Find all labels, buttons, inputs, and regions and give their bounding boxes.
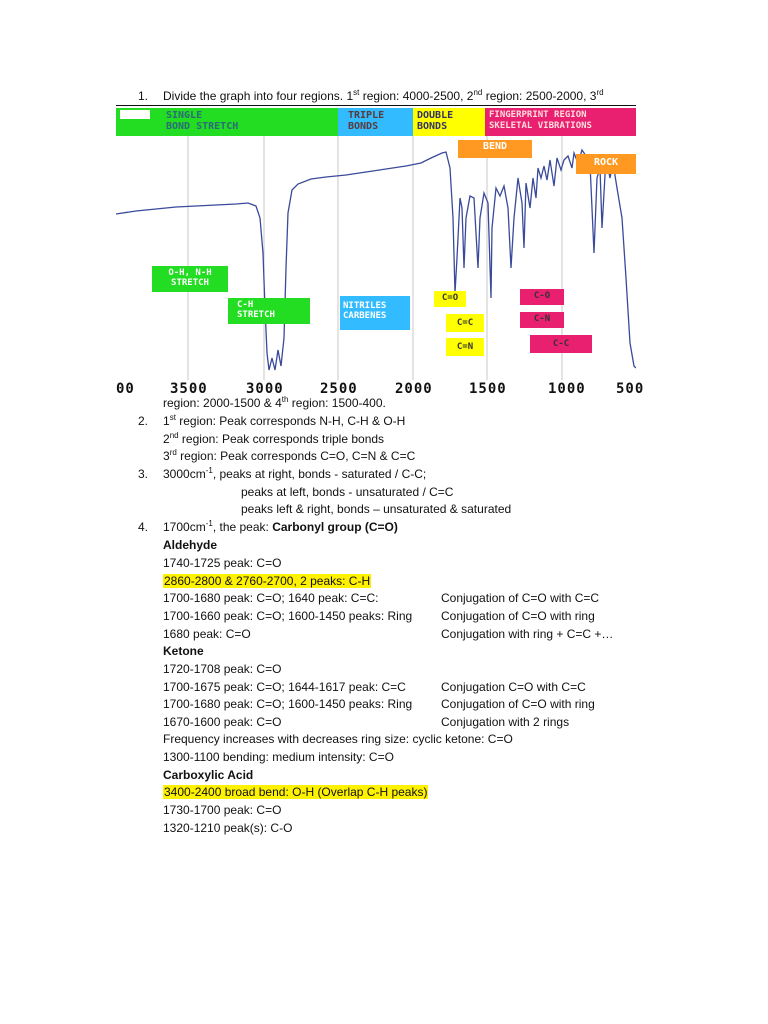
label-oh-nh-line1: O-H, N-H xyxy=(168,268,212,278)
ketone-line4: 1670-1600 peak: C=O xyxy=(163,715,282,729)
heading-ketone: Ketone xyxy=(163,644,204,658)
ketone-line3-note: Conjugation of C=O with ring xyxy=(441,697,595,711)
x-tick-4000: 00 xyxy=(116,381,135,397)
label-c-n: C-N xyxy=(520,312,564,328)
item2-line3 xyxy=(163,448,415,464)
item4-l1-pre: 1700cm xyxy=(163,520,206,534)
item3-line3: peaks left & right, bonds – unsaturated & saturated xyxy=(241,502,512,516)
list-number-2: 2. xyxy=(138,414,149,428)
item2-line2 xyxy=(163,431,384,447)
x-tick-1000: 1000 xyxy=(548,381,586,397)
item1-line1 xyxy=(163,88,604,104)
label-ch-line1: C-H xyxy=(237,300,254,310)
x-tick-3500: 3500 xyxy=(170,381,208,397)
label-c-c: C-C xyxy=(530,335,592,353)
band-corner-marker xyxy=(120,110,150,119)
item2-l3-pre: 3 xyxy=(163,449,170,463)
aldehyde-line2 xyxy=(163,573,371,589)
item1-sup3: rd xyxy=(596,88,604,97)
band-double-bonds xyxy=(413,108,485,136)
item1-line1-a: Divide the graph into four regions. 1 xyxy=(163,89,354,103)
x-tick-2500: 2500 xyxy=(320,381,358,397)
label-nitriles-line1: NITRILES xyxy=(343,301,387,311)
ketone-line4-note: Conjugation with 2 rings xyxy=(441,715,570,729)
label-c-double-c: C=C xyxy=(446,314,484,332)
label-ch-stretch xyxy=(228,298,310,324)
item2-l1-pre: 1 xyxy=(163,414,170,428)
aldehyde-line2-highlight: 2860-2800 & 2760-2700, 2 peaks: C-H xyxy=(164,574,371,588)
aldehyde-line3-note: Conjugation of C=O with C=C xyxy=(441,591,600,605)
item3-l1-pre: 3000cm xyxy=(163,467,206,481)
item4-l1-mid: , the peak: xyxy=(212,520,273,534)
band-double-line1: DOUBLE xyxy=(417,110,454,121)
item3-l1-text: , peaks at right, bonds - saturated / C-C; xyxy=(212,467,427,481)
item1-line2-a: region: 2000-1500 & 4 xyxy=(163,396,282,410)
ketone-line2: 1700-1675 peak: C=O; 1644-1617 peak: C=C xyxy=(163,680,406,694)
ketone-line3: 1700-1680 peak: C=O; 1600-1450 peaks: Ring xyxy=(163,697,413,711)
label-oh-nh-stretch xyxy=(152,266,228,292)
list-number-3: 3. xyxy=(138,467,149,481)
ketone-line1: 1720-1708 peak: C=O xyxy=(163,662,282,676)
x-tick-2000: 2000 xyxy=(395,381,433,397)
item1-line2-sup: th xyxy=(281,395,289,404)
figure-top-rule xyxy=(116,105,636,106)
heading-aldehyde: Aldehyde xyxy=(163,538,218,552)
x-tick-500: 500 xyxy=(616,381,645,397)
label-oh-nh-line2: STRETCH xyxy=(171,278,209,288)
item1-sup2: nd xyxy=(473,88,483,97)
band-fingerprint-line1: FINGERPRINT REGION xyxy=(489,110,587,120)
item2-l2-pre: 2 xyxy=(163,432,170,446)
item1-line1-c: region: 2500-2000, 3 xyxy=(482,89,597,103)
list-number-1: 1. xyxy=(138,89,149,103)
item2-l1-text: region: Peak corresponds N-H, C-H & O-H xyxy=(175,414,406,428)
band-single-line1: SINGLE xyxy=(166,110,203,121)
list-number-4: 4. xyxy=(138,520,149,534)
aldehyde-line4-note: Conjugation of C=O with ring xyxy=(441,609,595,623)
item4-l1-sup: -1 xyxy=(205,519,213,528)
label-bend: BEND xyxy=(458,140,532,158)
carboxylic-line2: 1730-1700 peak: C=O xyxy=(163,803,282,817)
item2-l2-text: region: Peak corresponds triple bonds xyxy=(178,432,385,446)
item3-line2: peaks at left, bonds - unsaturated / C=C xyxy=(241,485,454,499)
aldehyde-line3: 1700-1680 peak: C=O; 1640 peak: C=C: xyxy=(163,591,379,605)
label-ch-line2: STRETCH xyxy=(237,310,275,320)
label-nitriles-line2: CARBENES xyxy=(343,311,387,321)
band-single-line2: BOND STRETCH xyxy=(166,121,239,132)
aldehyde-line1: 1740-1725 peak: C=O xyxy=(163,556,282,570)
aldehyde-line5: 1680 peak: C=O xyxy=(163,627,251,641)
aldehyde-line5-note: Conjugation with ring + C=C +… xyxy=(441,627,614,641)
label-c-double-o: C=O xyxy=(434,291,466,307)
carboxylic-line3: 1320-1210 peak(s): C-O xyxy=(163,821,293,835)
item2-line1 xyxy=(163,413,405,429)
band-double-line2: BONDS xyxy=(417,121,448,132)
aldehyde-line4: 1700-1660 peak: C=O; 1600-1450 peaks: Ring xyxy=(163,609,413,623)
label-c-double-n: C=N xyxy=(446,338,484,356)
item2-l2-sup: nd xyxy=(169,431,179,440)
x-tick-1500: 1500 xyxy=(469,381,507,397)
item1-sup1: st xyxy=(353,88,360,97)
item2-l3-text: region: Peak corresponds C=O, C=N & C=C xyxy=(176,449,416,463)
ketone-line6: 1300-1100 bending: medium intensity: C=O xyxy=(163,750,394,764)
item4-l1-bold: Carbonyl group (C=O) xyxy=(272,520,398,534)
band-triple-line2: BONDS xyxy=(348,121,379,132)
band-triple-line1: TRIPLE xyxy=(348,110,385,121)
item3-line1 xyxy=(163,466,426,482)
item4-line1 xyxy=(163,519,398,535)
band-fingerprint-line2: SKELETAL VIBRATIONS xyxy=(489,121,592,131)
label-rock: ROCK xyxy=(576,154,636,174)
band-fingerprint xyxy=(485,108,636,136)
item2-l3-sup: rd xyxy=(169,448,177,457)
band-triple-bonds xyxy=(338,108,413,136)
carboxylic-line1 xyxy=(163,784,428,800)
item1-line1-b: region: 4000-2500, 2 xyxy=(359,89,474,103)
carboxylic-line1-highlight: 3400-2400 broad bend: O-H (Overlap C-H peaks) xyxy=(164,785,428,799)
item1-line2-b: region: 1500-400. xyxy=(288,396,386,410)
item3-l1-sup: -1 xyxy=(205,466,213,475)
heading-carboxylic-acid: Carboxylic Acid xyxy=(163,768,254,782)
ir-spectrum-figure xyxy=(116,108,636,380)
item1-line2 xyxy=(163,395,386,411)
item2-l1-sup: st xyxy=(169,413,176,422)
label-nitriles-carbenes xyxy=(340,296,410,330)
ketone-line2-note: Conjugation C=O with C=C xyxy=(441,680,586,694)
label-c-o: C-O xyxy=(520,289,564,305)
x-tick-3000: 3000 xyxy=(246,381,284,397)
ketone-line5: Frequency increases with decreases ring size: cyclic ketone: C=O xyxy=(163,732,513,746)
